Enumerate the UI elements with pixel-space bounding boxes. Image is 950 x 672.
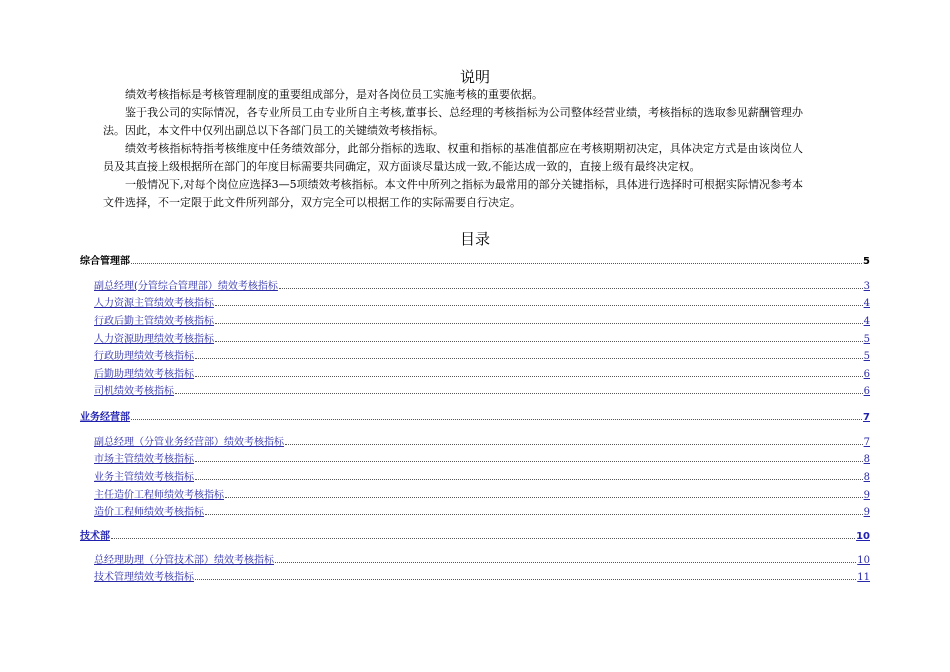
dot-leader xyxy=(215,340,863,342)
toc-entry-label: 副总经理(分管综合管理部）绩效考核指标 xyxy=(94,277,278,292)
toc-entry[interactable] xyxy=(94,502,870,518)
dot-leader xyxy=(195,357,863,359)
toc-page-number: 6 xyxy=(863,386,870,397)
toc-page-number: 9 xyxy=(863,507,870,518)
dot-leader xyxy=(225,496,863,498)
toc-page-number: 8 xyxy=(863,472,870,483)
toc-entry-label: 副总经理（分管业务经营部）绩效考核指标 xyxy=(94,433,284,448)
toc-section-label: 综合管理部 xyxy=(80,252,130,267)
toc-section-technical[interactable] xyxy=(80,526,870,542)
dot-leader xyxy=(285,443,863,445)
toc-page-number: 7 xyxy=(863,437,870,448)
toc-section-label: 技术部 xyxy=(80,527,110,542)
toc-entry-label: 司机绩效考核指标 xyxy=(94,382,174,397)
toc-entry[interactable] xyxy=(94,432,870,448)
dot-leader xyxy=(215,304,863,306)
toc-entry[interactable] xyxy=(94,485,870,501)
toc-entry-label: 市场主管绩效考核指标 xyxy=(94,450,194,465)
dot-leader xyxy=(195,478,863,480)
toc-page-number: 5 xyxy=(863,351,870,362)
toc-page-number: 3 xyxy=(863,281,870,292)
toc-page-number: 8 xyxy=(863,454,870,465)
dot-leader xyxy=(275,561,856,563)
toc-entry[interactable] xyxy=(94,311,870,327)
toc-page-number: 10 xyxy=(856,531,870,542)
toc-entry-label: 人力资源主管绩效考核指标 xyxy=(94,294,214,309)
toc-entry[interactable] xyxy=(94,329,870,345)
toc-page-number: 4 xyxy=(863,316,870,327)
toc-page-number: 9 xyxy=(863,490,870,501)
dot-leader xyxy=(195,578,856,580)
dot-leader xyxy=(195,375,863,377)
dot-leader xyxy=(111,537,855,539)
toc-entry[interactable] xyxy=(94,467,870,483)
toc-section-label: 业务经营部 xyxy=(80,408,130,423)
dot-leader xyxy=(175,392,863,394)
toc-page-number: 10 xyxy=(857,555,870,566)
toc-entry[interactable] xyxy=(94,449,870,465)
toc-entry[interactable] xyxy=(94,293,870,309)
toc-entry[interactable] xyxy=(94,567,870,583)
intro-paragraph: 鉴于我公司的实际情况，各专业所员工由专业所自主考核,董事长、总经理的考核指标为公司整体经营业绩，考核指标的选取参见薪酬管理办法。因此，本文件中仅列出副总以下各部门员工的关键绩效考核指标。 xyxy=(103,106,803,137)
intro-body xyxy=(103,86,803,212)
toc-section-general-management[interactable] xyxy=(80,251,870,267)
dot-leader xyxy=(131,262,862,264)
intro-paragraph: 绩效考核指标是考核管理制度的重要组成部分，是对各岗位员工实施考核的重要依据。 xyxy=(125,88,543,101)
dot-leader xyxy=(131,418,862,420)
toc-entry[interactable] xyxy=(94,276,870,292)
toc-entry-label: 行政助理绩效考核指标 xyxy=(94,347,194,362)
toc-entry[interactable] xyxy=(94,346,870,362)
intro-title: 说明 xyxy=(459,68,490,86)
toc-page-number: 7 xyxy=(863,412,870,423)
toc-entry-label: 技术管理绩效考核指标 xyxy=(94,568,194,583)
toc-section-business-operations[interactable] xyxy=(80,407,870,423)
toc-page-number: 6 xyxy=(863,369,870,380)
toc-page-number: 5 xyxy=(863,256,870,267)
dot-leader xyxy=(195,460,863,462)
toc-entry-label: 人力资源助理绩效考核指标 xyxy=(94,330,214,345)
toc-entry-label: 主任造价工程师绩效考核指标 xyxy=(94,486,224,501)
toc-title: 目录 xyxy=(459,230,490,248)
toc-entry[interactable] xyxy=(94,381,870,397)
dot-leader xyxy=(279,287,863,289)
toc-entry-label: 造价工程师绩效考核指标 xyxy=(94,503,204,518)
dot-leader xyxy=(215,322,863,324)
toc-entry-label: 行政后勤主管绩效考核指标 xyxy=(94,312,214,327)
intro-paragraph: 绩效考核指标特指考核维度中任务绩效部分，此部分指标的选取、权重和指标的基准值都应在考核期期初决定，具体决定方式是由该岗位人员及其直接上级根据所在部门的年度目标需要共同确定，双方面谈尽量达成一致,不能达成一致的，直接上级有最终决定权。 xyxy=(103,142,803,173)
toc-entry[interactable] xyxy=(94,550,870,566)
toc-page-number: 4 xyxy=(863,298,870,309)
toc-page-number: 11 xyxy=(857,572,870,583)
dot-leader xyxy=(205,513,863,515)
toc-entry-label: 业务主管绩效考核指标 xyxy=(94,468,194,483)
toc-page-number: 5 xyxy=(863,334,870,345)
toc-entry-label: 后勤助理绩效考核指标 xyxy=(94,365,194,380)
intro-paragraph: 一般情况下,对每个岗位应选择3—5项绩效考核指标。本文件中所列之指标为最常用的部分关键指标，具体进行选择时可根据实际情况参考本文件选择，不一定限于此文件所列部分，双方完全可以根据工作的实际需要自行决定。 xyxy=(103,178,803,209)
toc-entry-label: 总经理助理（分管技术部）绩效考核指标 xyxy=(94,551,274,566)
toc-entry[interactable] xyxy=(94,364,870,380)
